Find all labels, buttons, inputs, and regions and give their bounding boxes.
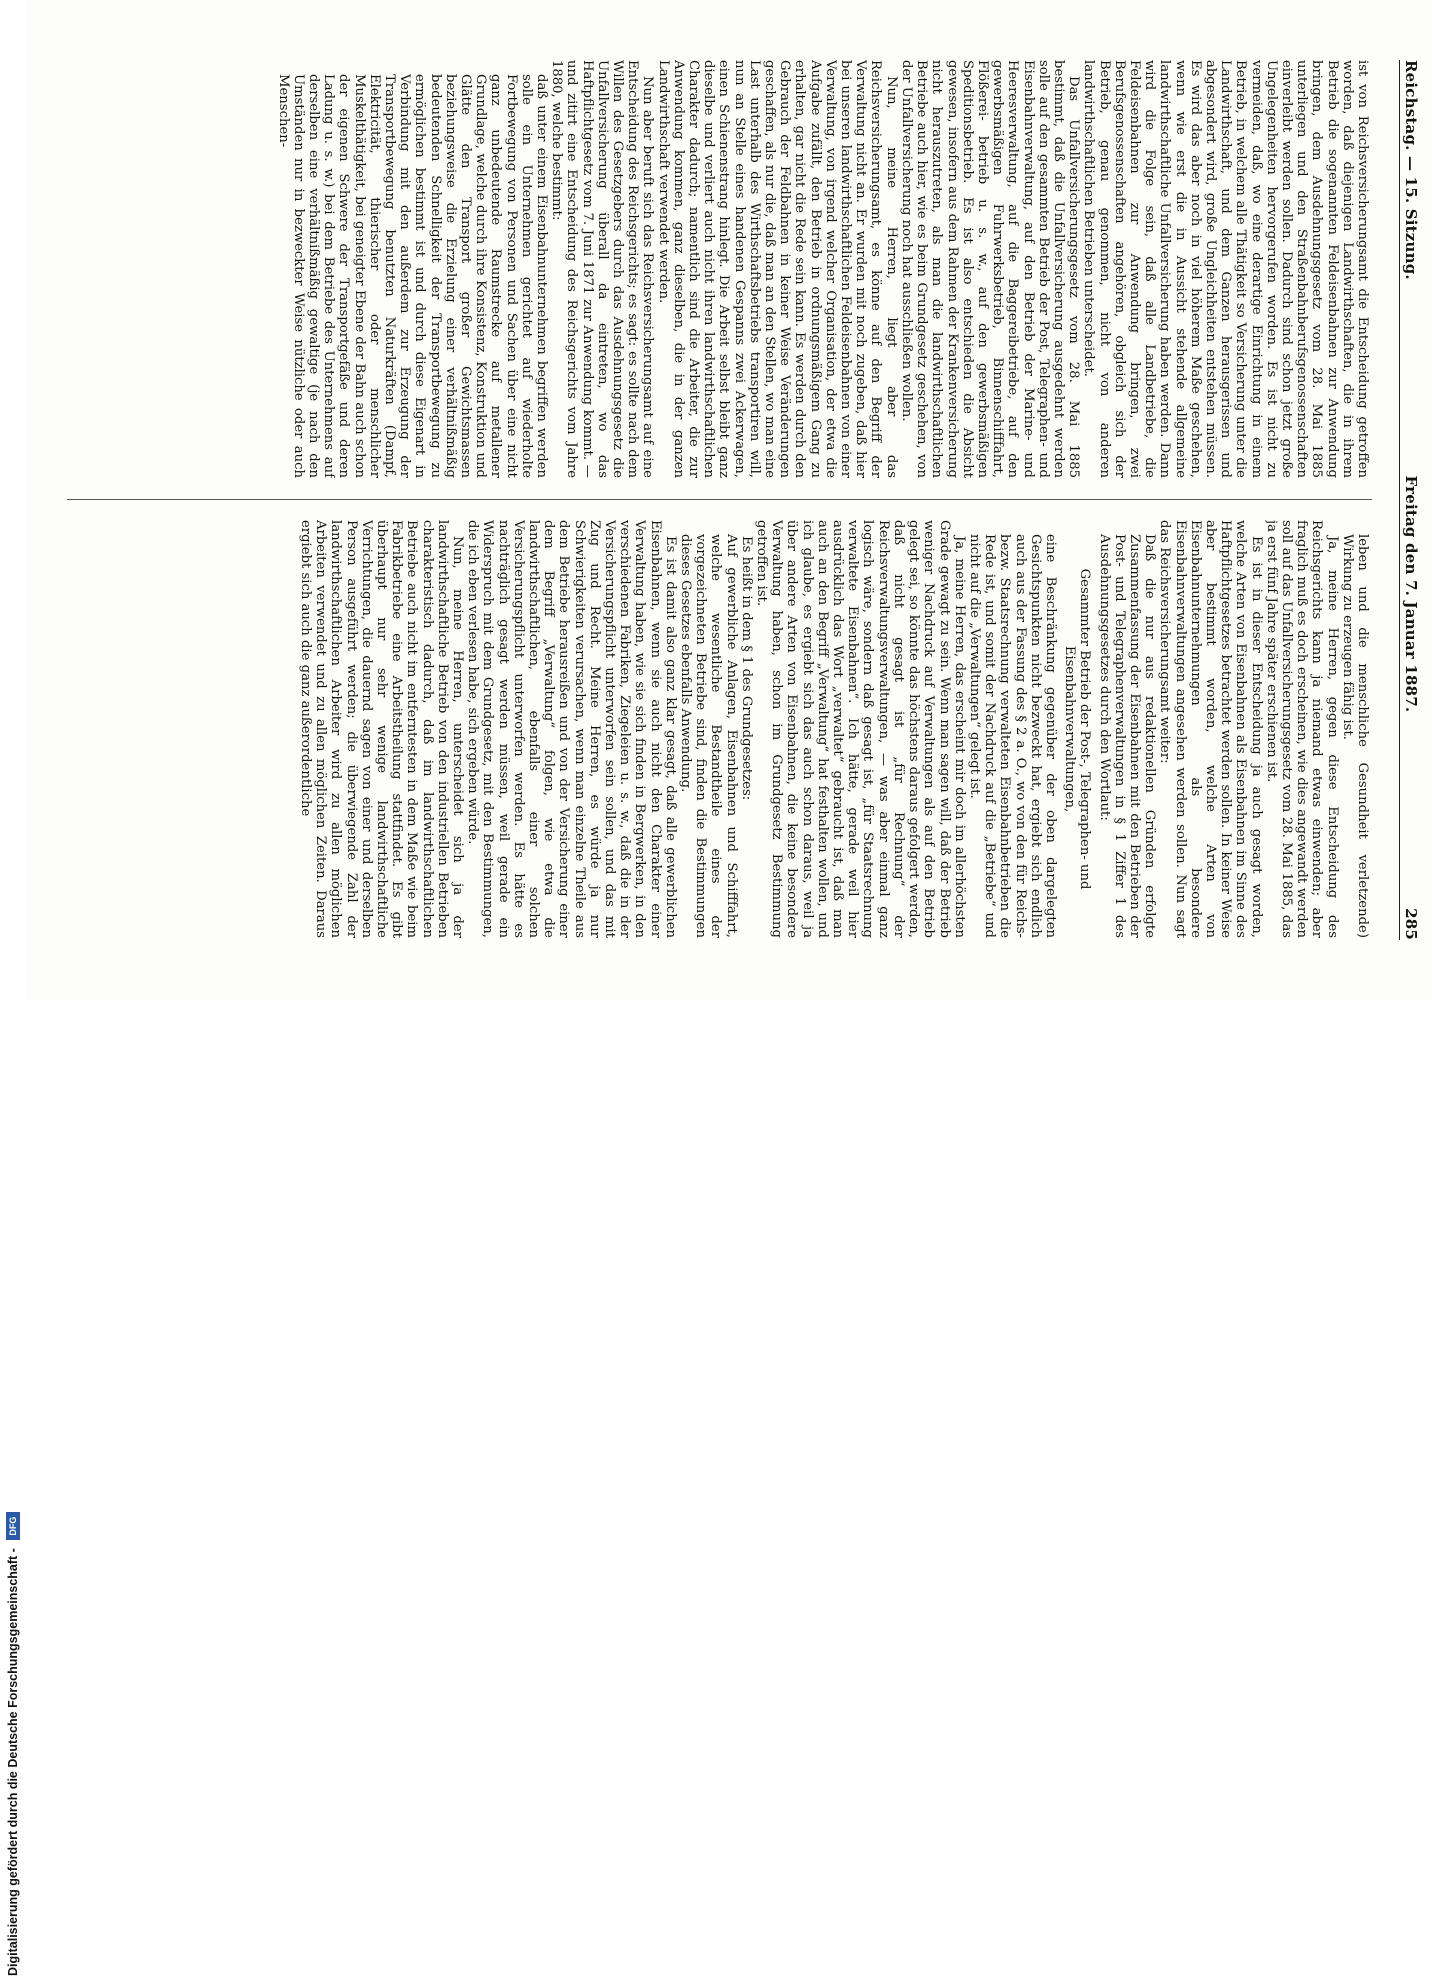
paragraph: Es ist damit also ganz klar gesagt, daß alle gewerblichen Eisenbahnen, wenn sie auch nicht den Charakter einer Verwaltung haben, wie sie sich finden in Bergwerken, in den verschiedenen Fabriken, Ziegeleien u. s. w., daß die in der Versicherungspflicht unterworfen sein sollen, und das mit Zug und Recht. Meine Herren, es würde ja nur Schwierigkeiten verursachen, wenn man einzelne Theile aus dem Betriebe herausreißen und von der Versicherung einer dem Begriff „Verwaltung“ folgen, wie etwa die landwirthschaftlichen, ebenfalls einer solchen Versicherungspflicht unterworfen werden. Es hätte es nachträglich gesagt werden müssen, weil gerade ein Widerspruch mit dem Grundgesetz, mit den Bestimmungen, die ich eben verlesen habe, sich ergeben würde. [465,520,678,938]
header-date: Freitag den 7. Januar 1887. [1402,475,1420,713]
page-header [1399,60,1420,940]
quoted-paragraph: leben und die menschliche Gesundheit verletzende) Wirkung zu erzeugen fähig ist. [1339,534,1370,938]
paragraph: Es heißt in dem § 1 des Grundgesetzes: [738,536,754,801]
paragraph: ist von Reichsversicherungsamt die Entscheidung getroffen worden, daß diejenigen Landwirthschaften, die in ihrem Betrieb die sogenannten Feldeisenbahnen zur Anwendung bringen, dem Ausdehnungsgesetz vom 28. Mai 1885 unterliegen und den Straßenbahnberufsgenossenschaften einverleibt werden sollen. Dadurch sind schon jetzt große Ungelegenheiten hervorgerufen worden. Es ist nicht zu vermeiden, daß, wo eine derartige Einrichtung in einem Betrieb, in welchem alle Thätigkeit so Versicherung unter die Landwirthschaft, und dem Ganzen herausgerissen und abgesondert wird, große Ungleichheiten entstehen müssen. Es wird das aber noch in viel höherem Maße geschehen, wenn wie erst die in Aussicht stehende allgemeine landwirthschaftliche Unfallversicherung haben werden. Dann wird die Folge sein, daß alle Landbetriebe, die Feldeisenbahnen zur Anwendung bringen, zwei Berufsgenossenschaften angehören, obgleich sich der Betrieb, genau genommen, nicht von anderen landwirthschaftlichen Betrieben unterscheidet. [1081,60,1370,478]
left-text-column [70,60,1370,478]
page-number: 285 [1402,908,1420,940]
right-text-column [70,520,1370,938]
quoted-paragraph: Auf gewerbliche Anlagen, Eisenbahnen und Schifffahrt, welche wesentliche Bestandtheile eines der vorgezeichneten Betriebe sind, finden die Bestimmungen dieses Gesetzes ebenfalls Anwendung. [678,534,739,938]
quoted-paragraph: Daß die nur aus redaktionellen Gründen erfolgte Zusammenfassung der Eisenbahnen mit den Betrieben der Post- und Telegraphenverwaltungen in § 1 Ziffer 1 des Ausdehnungsgesetzes durch den Wortlaut: [1096,534,1158,938]
quoted-paragraph: eine Beschränkung gegenüber der oben dargelegten Gesichtspunkten nicht bezweckt hat, ergiebt sich endlich auch aus der Fassung des § 2 a. O., wo von den für Reichs- bezw. Staatsrechnung verwalteten Eisenbahnbetrieben die Rede ist, und somit der Nachdruck auf die „Betriebe“ und nicht auf die „Verwaltungen“ gelegt ist. [966,534,1058,938]
digitization-strip [0,0,26,1976]
paragraph: Nun aber beruft sich das Reichsversicherungsamt auf eine Entscheidung des Reichsgerichts; es sagt: es sollte nach dem Willen des Gesetzgebers durch das Ausdehnungsgesetz die Unfallversicherung überall da eintreten, wo das Haftpflichtgesetz vom 7. Juni 1871 zur Anwendung kommt. — und zitirt eine Entscheidung des Reichsgerichts vom Jahre 1880, welche bestimmt: [549,60,656,478]
digitization-text: Digitalisierung gefördert durch die Deutsche Forschungsgemeinschaft - [6,1548,20,1976]
paragraph: Nun, meine Herren, unterscheidet sich ja der landwirthschaftliche Betrieb von den industriellen Betrieben charakteristisch dadurch, daß im landwirthschaftlichen Betriebe auch nicht im entferntesten in dem Maße wie beim Fabrikbetriebe eine Arbeitstheilung stattfindet. Es gibt überhaupt nur sehr wenige landwirthschaftliche Verrichtungen, die dauernd sagen von einer und derselben Person ausgeführt werden; die überwiegende Zahl der landwirthschaftlichen Arbeiter wird zu allen möglichen Arbeiten verwendet und zu allen möglichen Zeiten. Daraus ergiebt sich auch die ganz außerordentliche [297,520,466,938]
paragraph: Ja, meine Herren, das erscheint mir doch im allerhöchsten Grade gewagt zu sein. Wenn man sagen will, daß der Betrieb weniger Nachdruck auf Verwaltungen als auf den Betrieb gelegt sei, so könnte das höchstens daraus gefolgert werden, daß nicht gesagt ist „für Rechnung“ der Reichsverwaltungsverwaltungen, — was aber einmal ganz logisch wäre, sondern daß gesagt ist, „für Staatsrechnung verwaltete Eisenbahnen“. Ich hätte, gerade weil hier ausdrücklich das Wort „verwaltet“ gebraucht ist, daß man auch an den Begriff „Verwaltung“ hat festhalten wollen, und ich glaube, es ergiebt sich das auch schon daraus, weil ja über andere Arten von Eisenbahnen, die keine besondere Verwaltung haben, schon im Grundgesetz Bestimmung getroffen ist. [754,520,967,938]
quoted-paragraph: daß unter einem Eisenbahnunternehmen begriffen werden solle ein Unternehmen gerichtet auf wiederholte Fortbewegung von Personen und Sachen über eine nicht ganz unbedeutende Raumstrecke auf metallener Grundlage, welche durch ihre Konsistenz, Konstruktion und Glätte den Transport großer Gewichtsmassen beziehungsweise die Erzielung einer verhältnißmäßig bedeutenden Schnelligkeit der Transportbewegung zu ermöglichen bestimmt ist und durch diese Eigenart in Verbindung mit den außerdem zur Erzeugung der Transportbewegung benutzten Naturkräften (Dampf, Elektricität, thierischer oder menschlicher Muskelthätigkeit, bei geneigter Ebene der Bahn auch schon der eigenen Schwere der Transportgefäße und deren Ladung u. s. w.) bei dem Betriebe des Unternehmens auf derselben eine verhältnißmäßig gewaltige (je nach den Umständen nur in bezweckter Weise nützliche oder auch Menschen- [275,74,550,478]
paragraph: Das Unfallversicherungsgesetz vom 28. Mai 1885 bestimmt, daß die Unfallversicherung ausgedehnt werden solle auf den gesammten Betrieb der Post, Telegraphen- und Eisenbahnverwaltung, auf den Betrieb der Marine- und Heeresverwaltung, auf die Baggereibetriebe, auf den gewerbsmäßigen Fuhrwerksbetrieb, Binnenschifffahrt, Flößerei- betrieb u. s. w., auf den gewerbsmäßigen Speditionsbetrieb. Es ist also entschieden die Absicht gewesen, insofern aus dem Rahmen der Krankenversicherung nicht herauszutreten, als man die landwirthschaftlichen Betriebe auch hier, wie es beim Grundgesetz geschehen, von der Unfallversicherung noch hat ausschließen wollen. [898,60,1082,478]
paragraph: Ja, meine Herren, gegen diese Entscheidung des Reichsgerichts kann ja niemand etwas einwenden; aber fraglich muß es doch erscheinen, wie dies angewandt werden soll auf das Unfallversicherungsgesetz vom 28. Mai 1885, das ja erst fünf Jahre später erschienen ist. [1263,520,1340,938]
dfg-logo-icon: DFG [6,1512,20,1540]
paragraph: Nun, meine Herren, liegt aber das Reichsversicherungsamt, es könne auf den Begriff der Verwaltung nicht an. Er wurden mit noch zugeben, daß hier bei unseren landwirthschaftlichen Feldeisenbahnen von einer Verwaltung, von irgend welcher Organisation, der etwa die Aufgabe zufällt, den Betrieb in ordnungsmäßigem Gang zu erhalten, gar nicht die Rede sein kann. Es werden durch den Gebrauch der Feldbahnen in keiner Weise Veränderungen geschaffen, als nur die, daß man an den Stellen, wo man eine Last unterhalb des Wirthschaftsbetriebs transportiren will, nun an Stelle eines handenen Gespanns zwei Ackerwagen, einen Schienenstrang hinlegt. Die Arbeit selbst bleibt ganz dieselbe und verliert auch nicht ihren landwirthschaftlichen Charakter dadurch; namentlich sind die Arbeiter, die zur Anwendung kommen, ganz dieselben, die in der ganzen Landwirthschaft verwendet werden. [655,60,899,478]
header-session: Reichstag. — 15. Sitzung. [1402,60,1420,280]
column-divider [67,499,1372,500]
paragraph: Es ist in dieser Entscheidung ja auch gesagt worden, welche Arten von Eisenbahnen als Eisenbahnen im Sinne des Haftpflichtgesetzes betrachtet werden sollen. In keiner Weise aber bestimmt worden, welche Arten von Eisenbahnunternehmungen als besondere Eisenbahnverwaltungen angesehen werden sollen. Nun sagt das Reichsversicherungsamt weiter: [1157,520,1264,938]
quoted-heading: Gesammter Betrieb der Post-, Telegraphen- und Eisenbahnverwaltungen, [1062,568,1093,890]
digitization-credit [4,976,22,1982]
